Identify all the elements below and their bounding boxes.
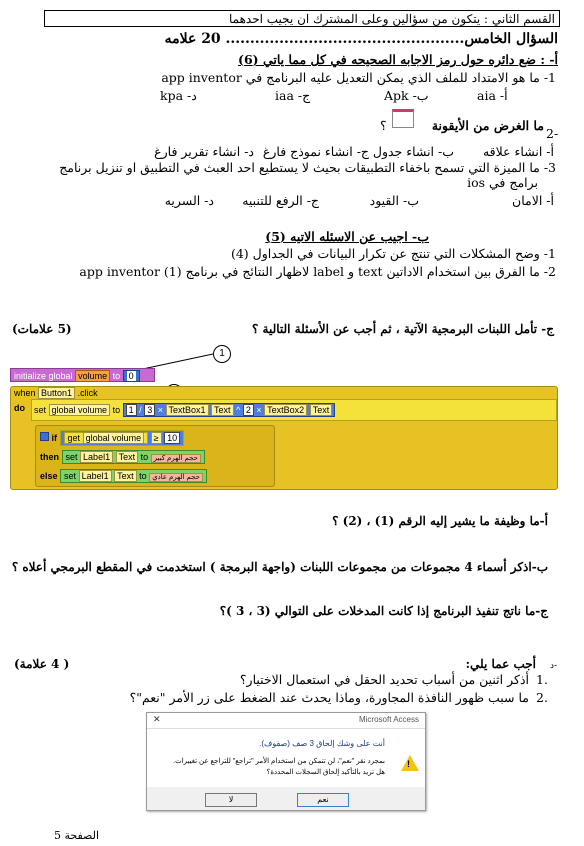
section-title: القسم الثاني : يتكون من سؤالين وعلى المشترك ان يجيب احدهما	[228, 12, 555, 26]
q2-number: 2-	[546, 126, 559, 141]
dialog-titlebar	[147, 713, 425, 729]
q2-option-a: أ- انشاء علاقه	[482, 144, 554, 159]
blocks-area	[8, 340, 558, 500]
part-c-question-a: أ-ما وظيفة ما يشير إليه الرقم (1) ، (2) ؟	[332, 514, 548, 528]
q3-option-b: ب- القيود	[369, 193, 419, 208]
q1-option-b: ب- Apk	[384, 88, 429, 103]
get-block	[64, 432, 149, 444]
part-a-title: أ- : ضع دائره حول رمز الاجابه الصحيحه في كل مما ياتي (6)	[238, 52, 558, 67]
var-name-field: volume	[75, 370, 110, 382]
close-icon[interactable]: ✕	[153, 714, 161, 724]
textbox1-field: TextBox1	[166, 404, 209, 416]
else-string: حجم الهرم عادي	[149, 473, 203, 482]
textbox2-field: TextBox2	[264, 404, 307, 416]
then-string: حجم الهرم كبير	[151, 454, 201, 463]
no-button[interactable]: لا	[205, 793, 257, 807]
q1-text: 1- ما هو الامتداد للملف الذي يمكن التعديل عليه البرنامج في app inventor	[161, 70, 556, 85]
warning-mark: !	[407, 759, 410, 769]
then-label: then	[40, 452, 59, 462]
init-global-label: initialize global	[14, 371, 73, 381]
part-c-title: ج- تأمل اللبنات البرمجية الآتية ، ثم أجب عن الأسئلة التالية ؟	[251, 322, 554, 336]
q5-title: السؤال الخامس................................................. 20 علامه	[164, 31, 558, 47]
blank-form-icon	[392, 109, 414, 128]
else-label1-field: Label1	[79, 470, 112, 482]
num-three: 3	[144, 404, 155, 416]
part-b-title: ب- اجيب عن الاسئله الاتيه (5)	[265, 229, 429, 244]
set-label1-then	[62, 450, 205, 464]
part-d-q2: ما سبب ظهور النافذة المجاورة، وماذا يحدث عند الضغط على زر الأمر "نعم"؟	[129, 690, 529, 705]
then-text-field: Text	[116, 451, 139, 463]
q3-option-d: د- السريه	[164, 193, 214, 208]
q1-option-c: ج- iaa	[275, 88, 311, 103]
else-row	[40, 469, 207, 483]
else-to: to	[139, 471, 147, 481]
if-row	[40, 430, 184, 446]
q2-option-c: ج- انشاء نموذج فارغ	[262, 144, 369, 159]
part-c-marks: (5 علامات)	[12, 322, 72, 336]
callout-1: 1	[213, 345, 231, 363]
then-to: to	[140, 452, 149, 462]
click-label: .click	[77, 388, 98, 398]
init-global-block	[10, 368, 155, 382]
part-c-question-c: ج-ما ناتج تنفيذ البرنامج إذا كانت المدخلات على التوالي (3 ، 3 )؟	[219, 604, 548, 618]
q3-text-2: برامج في ios	[467, 175, 538, 190]
then-row	[40, 450, 205, 464]
dialog-body-1: بمجرد نقر "نعم"، لن تتمكن من استخدام الأمر "تراجع" للتراجع عن تغييرات.	[173, 758, 385, 765]
section-header	[44, 10, 560, 27]
part-d-q2-num: 2.	[536, 690, 548, 705]
textbox2-text-field: Text	[310, 404, 333, 416]
warning-icon	[401, 755, 419, 771]
num-ten: 10	[164, 432, 180, 444]
dialog-footer	[147, 787, 425, 810]
times-op-1: ×	[157, 405, 163, 415]
q2-option-d: د- انشاء تقرير فارغ	[154, 144, 254, 159]
do-label: do	[14, 403, 25, 413]
textbox1-text-field: Text	[211, 404, 234, 416]
global-volume-field: global volume	[49, 404, 111, 416]
part-c-question-b: ب-اذكر أسماء 4 مجموعات من مجموعات اللبنات (واجهة البرمجة ) استخدمت في المقطع البرمجي أعلاه ؟	[11, 560, 548, 574]
multiply-block	[123, 403, 336, 417]
page-number: الصفحة 5	[54, 829, 100, 842]
set-global-block	[31, 399, 557, 421]
part-d-q1: أذكر اثنين من أسباب تحديد الحقل في استعمال الاختيار؟	[239, 672, 529, 687]
q2-tail: ؟	[380, 118, 387, 133]
init-to-label: to	[112, 371, 121, 381]
dialog-heading: أنت على وشك إلحاق 3 صف (صفوف).	[259, 739, 385, 748]
when-block	[10, 386, 558, 490]
dialog-title: Microsoft Access	[358, 715, 419, 724]
num-one: 1	[126, 404, 137, 416]
set-label: set	[34, 405, 47, 415]
q3-text: 3- ما الميزة التي تسمح باخفاء التطبيقات بحيث لا يستطيع احد العبث في التطبيق او تنزيل برنامج	[59, 160, 556, 175]
button-field: Button1	[38, 387, 75, 399]
part-b-q1: 1- وضح المشكلات التي تنتج عن تكرار البيانات في الجداول (4)	[230, 246, 556, 261]
if-label: if	[51, 433, 58, 443]
q1-option-d: د- kpa	[160, 88, 197, 103]
when-header	[14, 388, 98, 398]
q3-option-a: أ- الامان	[512, 193, 554, 208]
gear-icon	[40, 432, 49, 441]
part-d-letter: د-	[550, 661, 558, 671]
q1-option-a: أ- aia	[477, 88, 508, 103]
times-op-2: ×	[256, 405, 262, 415]
set-label1-else	[60, 469, 207, 483]
access-dialog	[146, 712, 426, 811]
num-two: 2	[243, 404, 254, 416]
if-block	[35, 425, 275, 487]
div-op: /	[139, 405, 142, 415]
q2-option-b: ب- انشاء جدول	[372, 144, 454, 159]
compare-block	[60, 430, 185, 446]
get-label: get	[67, 433, 81, 443]
q2-text: ما الغرض من الأيقونة	[431, 118, 544, 133]
dialog-body-2: هل تريد بالتأكيد إلحاق السجلات المحددة؟	[266, 769, 385, 776]
set-to-label: to	[112, 405, 121, 415]
init-value: 0	[128, 371, 134, 381]
yes-button[interactable]: نعم	[297, 793, 349, 807]
part-d-marks: ( 4 علامة)	[14, 657, 70, 671]
else-text-field: Text	[114, 470, 137, 482]
then-label1-field: Label1	[80, 451, 113, 463]
part-b-q2: 2- ما الفرق بين استخدام الاداتين text و label لاظهار النتائج في برنامج app inventor (1)	[79, 264, 556, 279]
when-label: when	[14, 388, 36, 398]
q3-option-c: ج- الرفع للتنبيه	[242, 193, 319, 208]
then-set: set	[65, 452, 78, 462]
get-var-field: global volume	[83, 432, 145, 444]
pow-op: ^	[236, 405, 241, 415]
init-value-block	[123, 370, 140, 382]
else-set: set	[64, 471, 77, 481]
else-label: else	[40, 471, 58, 481]
part-d-title: أجب عما يلي:	[465, 657, 536, 671]
part-d-q1-num: 1.	[536, 672, 548, 687]
gte-field: ≥	[151, 432, 162, 444]
